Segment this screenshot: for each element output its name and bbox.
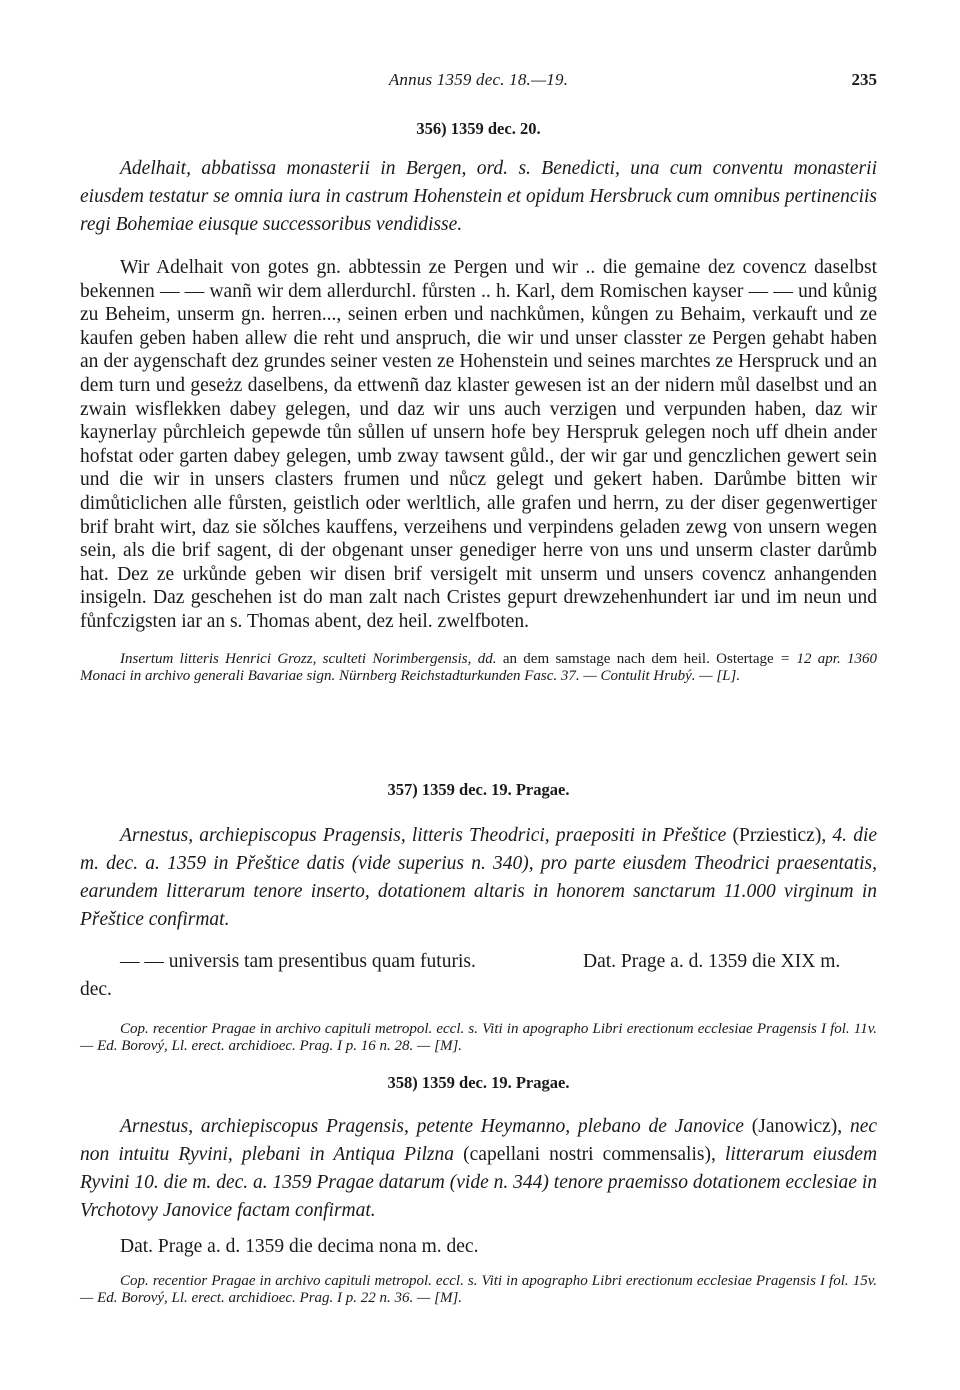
note-part: = 12 apr. 1360 Monaci in archivo generali Bavariae sign. Nürnberg Reichstadturkunden Fasc. 37. — Contulit Hrubý. — [L]. xyxy=(80,650,878,684)
regest-part: Arnestus, archiepiscopus Pragensis, petente Heymanno, plebano de Janovice xyxy=(120,1116,744,1137)
document-text: Wir Adelhait von gotes gn. abbtessin ze Pergen und wir .. die gemaine dez covencz daselbst bekennen — — wanñ wir dem allerdurchl. fůrsten .. h. Karl, dem Romischen kayser — — und kůnig zu Beheim, unserm gn. herren..., seinen erben und nachkůmen, kůngen zu Behaim, verkauft und ze kaufen geben haben allew die reht und anspruch, die wir und unser classter ze Pergen gehabt haben an der aygenschaft dez grundes seiner vesten ze Hohenstein und seines marchtes ze Herspruck und an dem turn und geseżz daselbens, da ettwenñ daz klaster gewesen ist an der nidern můl daselbst und an zwain wisflekken dabey gelegen, und daz wir uns auch verzigen und verpunden haben, daz wir kaynerlay půrchleich gepewde tůn sůllen uf unsern hofe bey Herspruk gelegen noch uff dhein ander hofstat oder garten dabey gelegen, umb zway tawsent gůld., der wir gar und genczlichen gewert sein und die wir in unsers clasters frumen und nůcz gelegt und gekert haben. Darůmbe bitten wir dimůticlichen alle fůrsten, geistlich oder werltlich, alle grafen und herrn, zu der diser gegenwertiger brif braht wirt, daz sie sǒlches kauffens, verzeihens und verpindens geladen zewg von unsern wegen sein, als die brif sagent, di der obgenant unser genediger herre von uns und unserm claster darůmb hat. Dez ze urkůnde geben wir disen brif versigelt mit unserm und unsers covencz anhangenden insigeln. Daz geschehen ist do man zalt nach Cristes gepurt drewzehenhundert iar und im neun und fůnfczigsten iar an s. Thomas abent, dez heil. zwelfboten. xyxy=(80,257,877,632)
regest-part: nec non intuitu Ryvini, plebani in Antiqua Pilzna xyxy=(80,1116,877,1165)
regest xyxy=(80,822,877,934)
source-note: Cop. recentior Pragae in archivo capituli metropol. eccl. s. Viti in apographo Libri erectionum ecclesiae Pragensis I fol. 15v. — Ed. Borový, Ll. erect. archidioec. Prag. I p. 22 n. 36. — [M]. xyxy=(80,1273,877,1306)
regest: Adelhait, abbatissa monasterii in Bergen, ord. s. Benedicti, una cum conventu monasterii eiusdem testatur se omnia iura in castrum Hohenstein et opidum Hersbruck cum omnibus pertinenciis regi Bohemiae eiusque successoribus vendidisse. xyxy=(80,158,877,235)
regest-part: 4. die m. dec. a. 1359 in Přeštice datis (vide superius n. 340), pro parte eiusdem Theodrici praesentatis, earundem litterarum tenore inserto, dotationem altaris in honorem sanctarum 11.000 virginum in Přeštice confirmat. xyxy=(80,825,878,930)
text-incipit: — — universis tam presentibus quam futuris. xyxy=(120,951,476,972)
text-dating: Dat. Prage a. d. 1359 die XIX m. xyxy=(583,951,841,972)
note-part: Insertum litteris Henrici Grozz, sculteti Norimbergensis, dd. xyxy=(120,650,497,667)
document-heading: 358) 1359 dec. 19. Pragae. xyxy=(387,1073,570,1092)
document-357 xyxy=(80,778,877,1055)
document-heading: 357) 1359 dec. 19. Pragae. xyxy=(387,780,570,799)
text-dating-continued: dec. xyxy=(80,979,112,1000)
running-head xyxy=(80,70,877,94)
text-dating: Dat. Prage a. d. 1359 die decima nona m. dec. xyxy=(120,1236,479,1257)
source-note: Cop. recentior Pragae in archivo capituli metropol. eccl. s. Viti in apographo Libri erectionum ecclesiae Pragensis I fol. 11v. — Ed. Borový, Ll. erect. archidioec. Prag. I p. 16 n. 28. — [M]. xyxy=(80,1021,877,1054)
page-number: 235 xyxy=(851,70,877,89)
note-quote: an dem samstage nach dem heil. Ostertage xyxy=(502,650,774,667)
document-text xyxy=(80,1233,877,1261)
regest-part: litterarum eiusdem Ryvini 10. die m. dec. a. 1359 Pragae datarum (vide n. 344) tenore praemisso dotationem ecclesiae in Vrchotovy Janovice factam confirmat. xyxy=(80,1144,878,1221)
document-358 xyxy=(80,1071,877,1307)
source-note xyxy=(80,651,877,685)
regest-vernacular: (Prziesticz), xyxy=(732,825,827,846)
document-text xyxy=(80,948,877,976)
regest xyxy=(80,1113,877,1225)
document-heading: 356) 1359 dec. 20. xyxy=(416,119,541,138)
running-title: Annus 1359 dec. 18.—19. xyxy=(388,70,569,89)
regest-vernacular: (capellani nostri commensalis), xyxy=(463,1144,716,1165)
document-356 xyxy=(80,117,877,685)
regest-part: Arnestus, archiepiscopus Pragensis, litteris Theodrici, praepositi in Přeštice xyxy=(120,825,727,846)
regest-vernacular: (Janowicz), xyxy=(751,1116,843,1137)
